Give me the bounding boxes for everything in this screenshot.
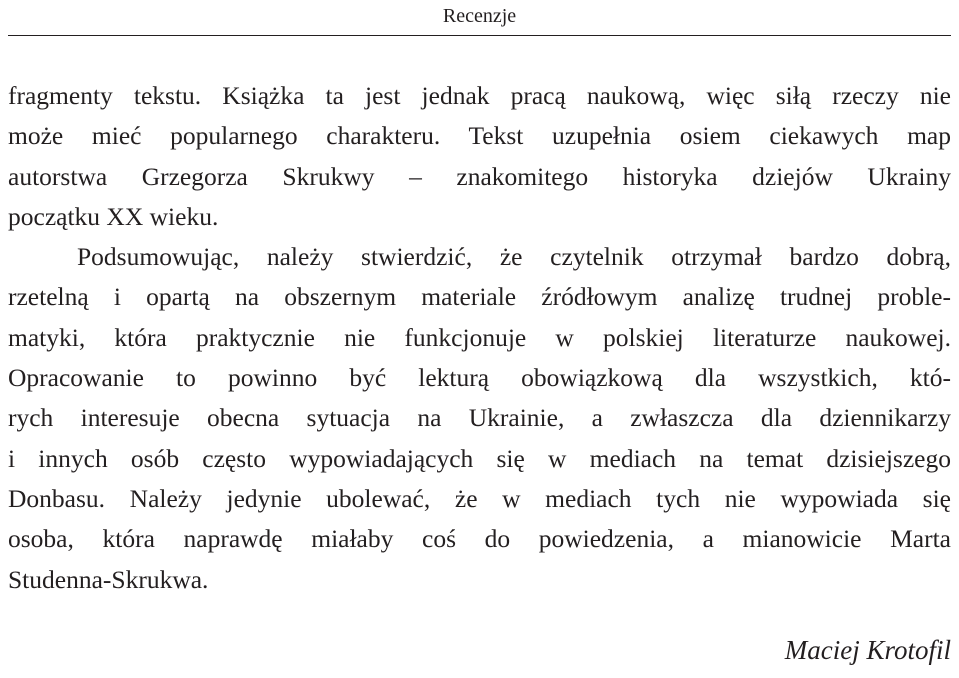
- text-line: rzetelną i opartą na obszernym materiale źródłowym analizę trudnej proble-: [8, 282, 951, 312]
- text-line: Opracowanie to powinno być lekturą obowiązkową dla wszystkich, któ-: [8, 363, 951, 393]
- text-line: Podsumowując, należy stwierdzić, że czytelnik otrzymał bardzo dobrą,: [77, 242, 951, 272]
- author-signature: Maciej Krotofil: [784, 635, 951, 665]
- paragraph-continuation: [8, 76, 951, 237]
- text-line: Studenna-Skrukwa.: [8, 564, 209, 594]
- text-line: Donbasu. Należy jedynie ubolewać, że w mediach tych nie wypowiada się: [8, 483, 951, 513]
- text-line: fragmenty tekstu. Książka ta jest jednak pracą naukową, więc siłą rzeczy nie: [8, 81, 951, 110]
- text-line: matyki, która praktycznie nie funkcjonuje w polskiej literaturze naukowej.: [8, 322, 951, 352]
- text-line: może mieć popularnego charakteru. Tekst uzupełnia osiem ciekawych map: [8, 121, 951, 151]
- text-line: i innych osób często wypowiadających się w mediach na temat dzisiejszego: [8, 443, 951, 473]
- text-line: osoba, która naprawdę miałaby coś do powiedzenia, a mianowicie Marta: [8, 524, 951, 554]
- review-body: [8, 76, 951, 600]
- text-line: początku XX wieku.: [8, 201, 219, 231]
- paragraph-summary: [8, 237, 951, 600]
- text-line: rych interesuje obecna sytuacja na Ukrainie, a zwłaszcza dla dziennikarzy: [8, 403, 951, 433]
- running-header: Recenzje: [442, 5, 517, 27]
- text-line: autorstwa Grzegorza Skrukwy – znakomitego historyka dziejów Ukrainy: [8, 161, 951, 191]
- header-rule: [8, 35, 951, 36]
